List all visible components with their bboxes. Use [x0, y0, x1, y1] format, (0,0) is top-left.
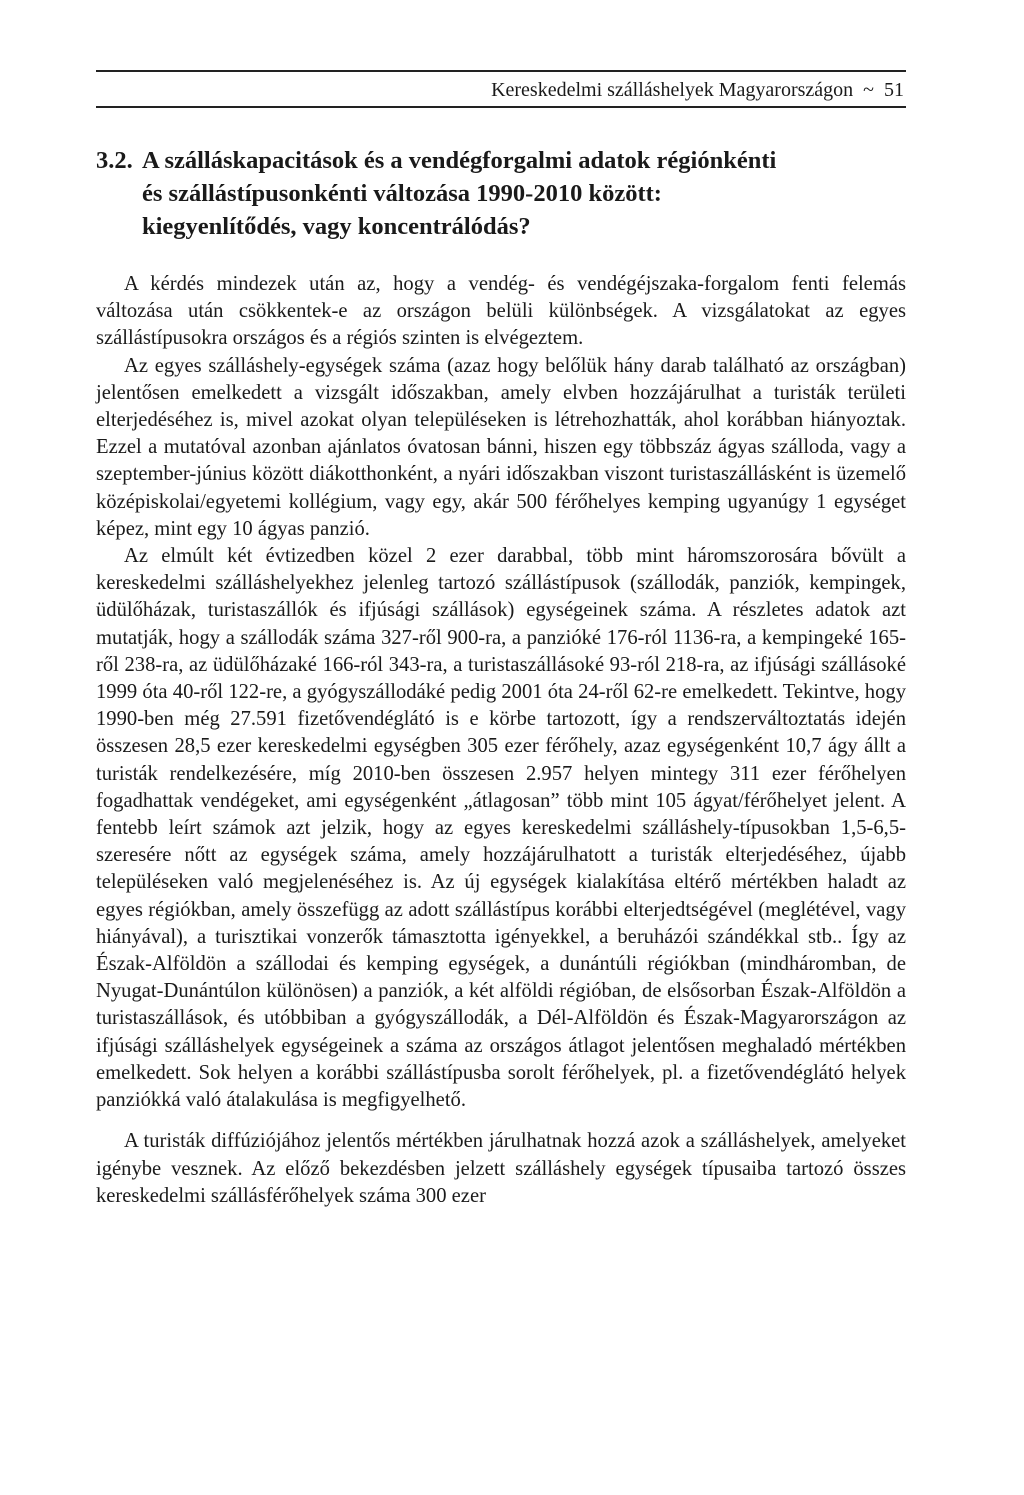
paragraph-1: A kérdés mindezek után az, hogy a vendég- és vendégéjszaka-forgalom fenti felemás változása után csökkentek-e az országon belüli különbségek. A vizsgálatokat az egyes szállástípusokra országos és a régiós szinten is elvégeztem. — [96, 273, 906, 350]
page-number: 51 — [884, 79, 904, 101]
header-separator: ~ — [863, 79, 874, 101]
section-title-line-3: kiegyenlítődés, vagy koncentrálódás? — [142, 213, 531, 240]
section-title-line-2: és szállástípusonkénti változása 1990-2010 között: — [142, 180, 662, 207]
paragraph-2: Az egyes szálláshely-egységek száma (azaz hogy belőlük hány darab található az országban) jelentősen emelkedett a vizsgált időszakban, amely elvben hozzájárulhat a turisták területi elterjedéséhez is, mivel azokat olyan településeken is létrehozhatták, ahol korábban hiányoztak. Ezzel a mutatóval azonban ajánlatos óvatosan bánni, hiszen egy többszáz ágyas szálloda, vagy a szeptember-június között diákotthonként, a nyári időszakban viszont turistaszállásként is üzemelő középiskolai/egyetemi kollégium, vagy egy, akár 500 férőhelyes kemping ugyanúgy 1 egységet képez, mint egy 10 ágyas panzió. — [96, 354, 906, 540]
book-page — [96, 70, 906, 1210]
running-header-text — [491, 78, 904, 102]
section-number: 3.2. — [96, 147, 133, 174]
paragraph-4: A turisták diffúziójához jelentős mértékben járulhatnak hozzá azok a szálláshelyek, amelyeket igénybe vesznek. Az előző bekezdésben jelzett szálláshely egységek típusaiba tartozó összes kereskedelmi szállásférőhelyek száma 300 ezer — [96, 1130, 906, 1207]
section-title-line-1: A szálláskapacitások és a vendégforgalmi adatok régiónkénti — [142, 147, 777, 174]
running-title: Kereskedelmi szálláshelyek Magyarországon — [491, 79, 854, 101]
body-text — [96, 271, 906, 1210]
paragraph-3: Az elmúlt két évtizedben közel 2 ezer darabbal, több mint háromszorosára bővült a kereskedelmi szálláshelyekhez jelenleg tartozó szállástípusok (szállodák, panziók, kempingek, üdülőházak, turistaszállók és ifjúsági szállások) egységeinek száma. A részletes adatok azt mutatják, hogy a szállodák száma 327-ről 900-ra, a panzióké 176-ról 1136-ra, a kempingeké 165-ről 238-ra, az üdülőházaké 166-ról 343-ra, a turistaszállásoké 93-ról 218-ra, az ifjúsági szállásoké 1999 óta 40-ről 122-re, a gyógyszállodáké pedig 2001 óta 24-ről 62-re emelkedett. Tekintve, hogy 1990-ben még 27.591 fizetővendéglátó is e körbe tartozott, így a rendszerváltoztatás idején összesen 28,5 ezer kereskedelmi egységben 305 ezer férőhely, azaz egységenként 10,7 ágy állt a turisták rendelkezésére, míg 2010-ben összesen 2.957 helyen mintegy 311 ezer férőhelyen fogadhattak vendégeket, ami egységenként „átlagosan” több mint 105 ágyat/férőhelyet jelent. A fentebb leírt számok azt jelzik, hogy az egyes kereskedelmi szálláshely-típusokban 1,5-6,5-szeresére nőtt az egységek száma, amely hozzájárulhatott a turisták elterjedéséhez, újabb településeken való megjelenéséhez is. Az új egységek kialakítása eltérő mértékben haladt az egyes régiókban, amely összefügg az adott szállástípus korábbi elterjedtségével (meglétével, vagy hiányával), a turisztikai vonzerők támasztotta igényekkel, a beruházói szándékkal stb.. Így az Észak-Alföldön a szállodai és kemping egységek, a dunántúli régiókban (mindháromban, de Nyugat-Dunántúlon különösen) a panziók, a két alföldi régióban, de elsősorban Észak-Alföldön a turistaszállások, és utóbbiban a gyógyszállodák, a Dél-Alföldön és Észak-Magyarországon az ifjúsági szálláshelyek egységeinek a száma az országos átlagot jelentősen meghaladó mértékben emelkedett. Sok helyen a korábbi szállástípusba sorolt férőhelyek, pl. a fizetővendéglátó helyek panziókká való átalakulása is megfigyelhető. — [96, 545, 906, 1112]
running-header — [96, 70, 906, 108]
section-heading — [96, 144, 906, 243]
